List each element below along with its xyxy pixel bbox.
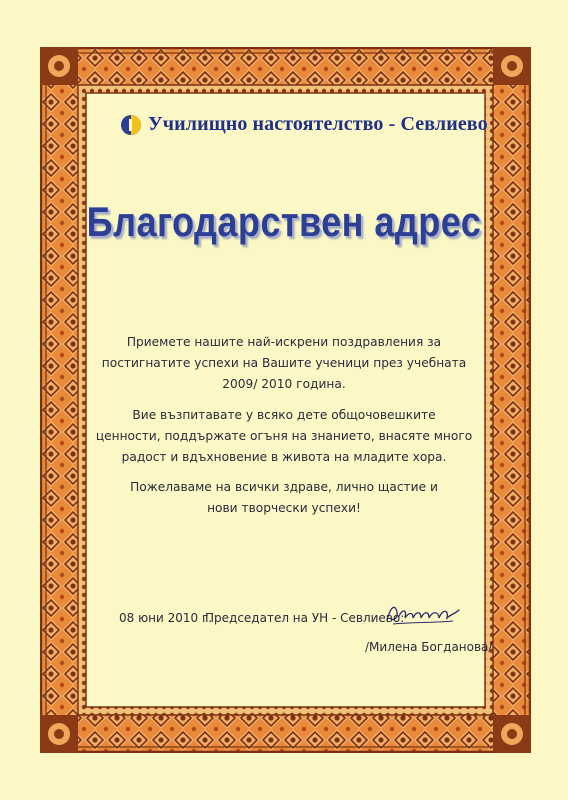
chair-label: Председател на УН - Севлиево: xyxy=(205,611,405,625)
text-line: нови творчески успехи! xyxy=(207,501,361,515)
paragraph-values xyxy=(0,405,568,468)
signatory-name: /Милена Богданова/ xyxy=(365,640,493,654)
handwritten-signature xyxy=(383,598,463,630)
paragraph-wishes xyxy=(0,477,568,519)
text-line: радост и вдъхновение в живота на младите хора. xyxy=(121,450,447,464)
text-line: Вие възпитавате у всяко дете общочовешките xyxy=(132,408,436,422)
organization-name: Училищно настоятелство - Севлиево xyxy=(148,113,488,135)
organization-header xyxy=(120,113,488,136)
text-line: Пожелаваме на всички здраве, лично щастие и xyxy=(130,480,438,494)
org-logo-icon xyxy=(120,114,142,136)
text-line: Приемете нашите най-искрени поздравления за xyxy=(126,335,442,349)
issue-date: 08 юни 2010 г. xyxy=(119,611,213,625)
certificate-title: Благодарствен адрес xyxy=(86,198,482,245)
text-line: ценности, поддържате огъня на знанието, внасяте много xyxy=(95,429,473,443)
text-line: постигнатите успехи на Вашите ученици през учебната xyxy=(101,356,467,370)
paragraph-congratulations xyxy=(0,332,568,395)
text-line: 2009/ 2010 година. xyxy=(222,377,346,391)
